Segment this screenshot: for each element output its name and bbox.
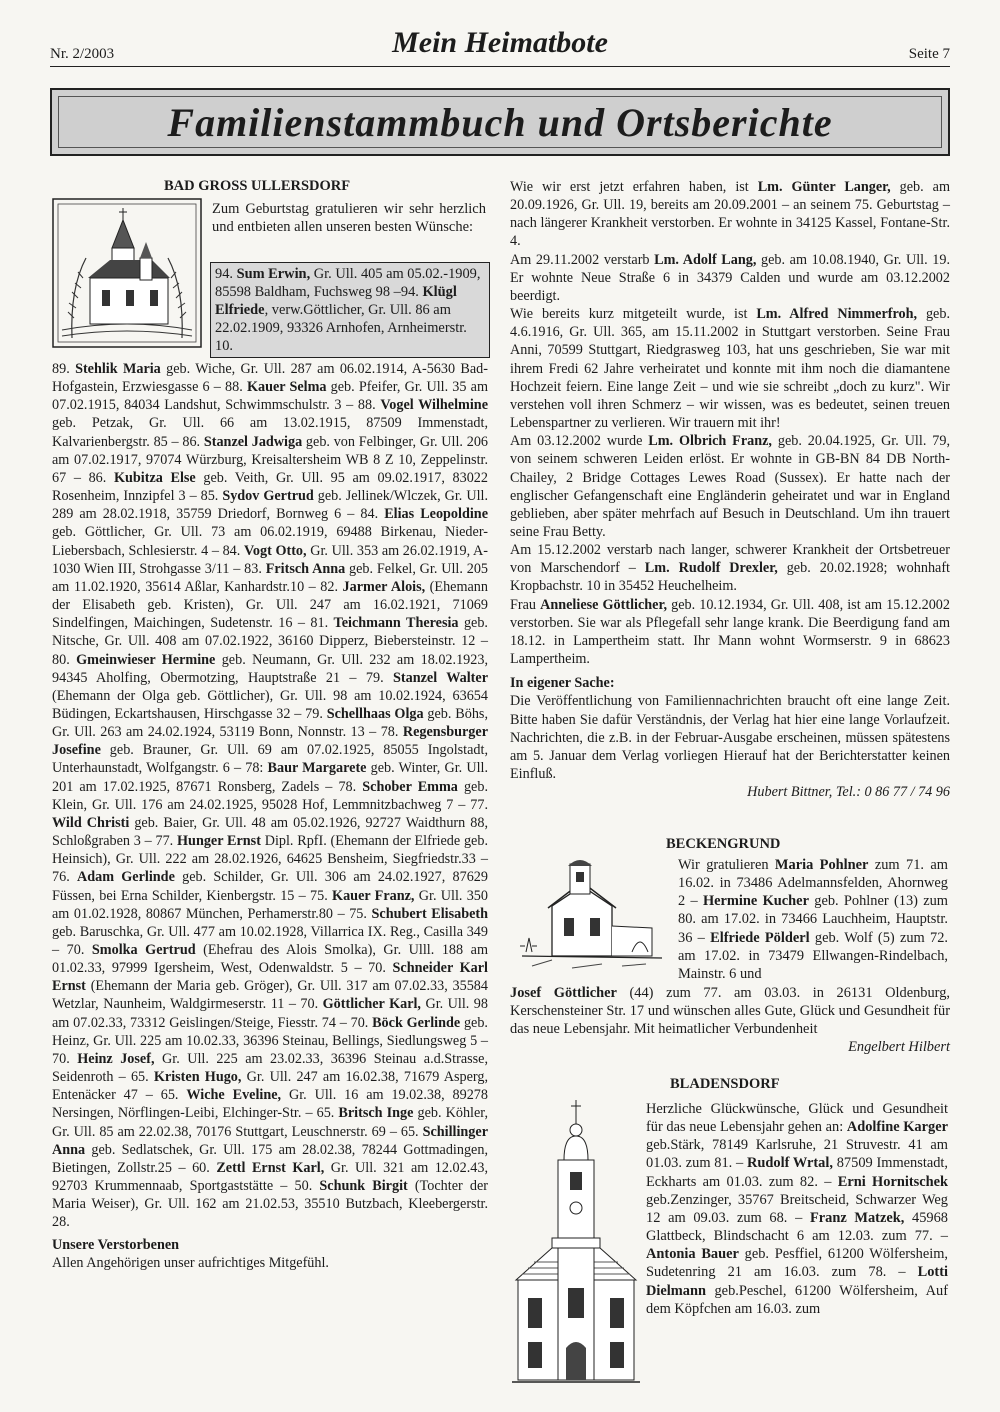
text-run: Herzliche Glückwünsche, Glück und Gesundheit für das neue Lebensjahr gehen an: bbox=[646, 1101, 948, 1136]
birthday-name: Hunger Ernst bbox=[177, 833, 261, 850]
text-run: 45968 Glattbeck, Blindschacht 6 am 12.03. zum 77. – bbox=[646, 1209, 948, 1245]
text-run: Am 15.12.2002 verstarb nach langer, schwerer Krankheit der Ortsbetreuer von Marschendorf – bbox=[510, 542, 950, 577]
obituary-entry bbox=[510, 305, 950, 432]
person-name: Maria Pohlner bbox=[774, 857, 869, 873]
entry-details: (Ehemann der Elisabeth geb. Kristen), Gr. Ull. 247 am 16.02.1921, 71069 Sindelfingen, Maichingen, Sudetenstr. 16 – 81. bbox=[52, 578, 488, 632]
birthday-name: Adam Gerlinde bbox=[76, 869, 175, 886]
entry-details: Gr. Ull. 225 am 23.02.33, 36396 Steinau a.d.Strasse, Seidenroth – 65. bbox=[52, 1050, 489, 1086]
birthday-name: Böck Gerlinde bbox=[372, 1014, 461, 1031]
text-run: geb. Pohlner (13) zum 80. am 17.02. in 73466 Lauchheim, Hauptstr. 36 – bbox=[678, 893, 948, 946]
person-name: Erni Hornitschek bbox=[837, 1173, 949, 1190]
birthday-name: Klügl Elfriede bbox=[215, 284, 457, 319]
entry-details: geb. Winter, Gr. Ull. 201 am 17.02.1925, 87671 Ronsberg, Zadels – 78. bbox=[52, 760, 488, 795]
birthday-name: Göttlicher Karl, bbox=[322, 996, 421, 1013]
entry-details: geb. Wiche, Gr. Ull. 287 am 06.02.1914, A-5630 Bad-Hofgastein, Erzwiesgasse 6 – 88. bbox=[52, 361, 488, 396]
birthday-name: Baur Margarete bbox=[267, 760, 367, 777]
entry-details: Gr. Ull. 16 am 19.02.38, 89278 Nersingen, Nörflingen-Leibi, Elchinger-Str. – 65. bbox=[52, 1087, 488, 1122]
entry-number: 94. bbox=[215, 266, 237, 282]
birthday-list bbox=[52, 360, 488, 1232]
text-run: geb.Zenzinger, 35767 Breitscheid, Schwarzer Weg 12 am 09.03. zum 68. – bbox=[646, 1191, 948, 1226]
entry-details: (Ehemann der Maria geb. Gröger), Gr. Ull. 317 am 07.02.33, 35584 Wetzlar, Naunheim, Waldgirmeserstr. 11 – 70. bbox=[52, 978, 488, 1013]
text-run: zum 71. am 16.02. in 73486 Adelmannsfelden, Ahornweg 2 – bbox=[678, 857, 948, 910]
entry-details: geb. Brauner, Gr. Ull. 69 am 07.02.1925, 85055 Ingolstadt, Unterhaunstadt, Wolfgangstr. 6 – 78: bbox=[52, 742, 488, 777]
birthday-name: Heinz Josef, bbox=[77, 1050, 155, 1067]
entry-details: Gr. Ull. 350 am 01.02.1928, 80867 München, Perhamerstr.80 – 75. bbox=[52, 887, 488, 922]
entry-details: geb. von Felbinger, Gr. Ull. 206 am 07.02.1917, 97074 Würzburg, Kreisaltersheim WB 8 Z 10, Zeppelinstr. 67 – 86. bbox=[52, 433, 489, 486]
person-name: Antonia Bauer bbox=[646, 1246, 739, 1263]
birthday-name: Schubert Elisabeth bbox=[371, 905, 488, 922]
beckengrund-text bbox=[678, 856, 948, 983]
entry-number: 94. bbox=[400, 284, 423, 301]
birthday-name: Kauer Franz, bbox=[332, 887, 415, 904]
person-name: Hermine Kucher bbox=[702, 893, 809, 910]
text-run: geb. Pesffiel, 61200 Wölfersheim, Sudetenring 21 am 16.03. zum 78. – bbox=[646, 1246, 949, 1281]
birthday-name: Jarmer Alois, bbox=[342, 578, 426, 595]
entry-details: Gr. Ull. 321 am 12.02.43, 92703 Krummennaab, Sportgaststätte – 50. bbox=[52, 1159, 488, 1195]
text-run: geb. 4.6.1916, Gr. Ull. 365, am 15.11.2002 in Stuttgart verstorben. Seine Frau Anni, 70599 Stuttgart, Riedgrasweg 103, hat uns geschrieben, Sie war mit ihrem Fredi 62 Jahre verheiratet und konnte mit ihm noch die diamantene Hochzeit feiern. Eine lange Zeit – und wie sie schreibt „doch zu kurz". Wir verstehen voll ihren Schmerz – wir wissen, was es bedeutet, seinen treuen Lebenspartner zu verlieren. Wir trauern mit ihr! bbox=[510, 306, 950, 432]
person-name: Elfriede Pölderl bbox=[710, 929, 810, 946]
person-name: Anneliese Göttlicher, bbox=[540, 596, 668, 613]
entry-details: Gr. Ull. 405 am 05.02.-1909, 85598 Baldham, Fuchsweg 98 – bbox=[215, 266, 481, 301]
birthday-intro: Zum Geburtstag gratulieren wir sehr herzlich und entbieten allen unseren besten Wünsche: bbox=[212, 201, 486, 236]
church-illustration bbox=[52, 198, 202, 348]
birthday-name: Kauer Selma bbox=[246, 379, 327, 396]
birthday-name: Gmeinwieser Hermine bbox=[76, 651, 216, 668]
entry-details: geb. Felkel, Gr. Ull. 205 am 11.02.1920, 35614 Aßlar, Kanhardstr.10 – 82. bbox=[52, 560, 489, 595]
birthday-name: Schober Emma bbox=[362, 778, 458, 795]
header-rule bbox=[50, 66, 950, 67]
entry-details: Gr. Ull. 353 am 26.02.1919, A-1030 Wien III, Strohgasse 3/11 – 83. bbox=[52, 542, 489, 577]
entry-number: 89. bbox=[52, 361, 76, 377]
text-run: (44) zum 77. am 03.03. in 26131 Oldenburg, Kerschensteiner Str. 17 und wünschen alles Gute, Glück und Gesundheit für das neue Lebensjahr. Mit heimatlicher Verbundenheit bbox=[510, 985, 950, 1038]
birthday-name: Kristen Hugo, bbox=[153, 1069, 242, 1086]
entry-details: geb. Baruschka, Gr. Ull. 477 am 10.02.1928, Villarrica IX. Reg., Casilla 349 – 70. bbox=[52, 923, 488, 958]
section-title-beckengrund: BECKENGRUND bbox=[666, 836, 781, 852]
birthday-name: Stehlik Maria bbox=[75, 361, 161, 377]
text-run: Am 29.11.2002 verstarb bbox=[510, 251, 655, 268]
obituary-entry bbox=[510, 596, 950, 669]
text-run: geb. am 20.09.1926, Gr. Ull. 19, bereits am 20.09.2001 – an seinem 75. Geburtstag – nach längerer Krankheit verstorben. Er wohnte in 34125 Kassel, Fontane-Str. 4. bbox=[510, 179, 950, 250]
birthday-name: Vogt Otto, bbox=[243, 542, 307, 559]
birthday-name: Elias Leopoldine bbox=[384, 506, 488, 523]
beckengrund-continued bbox=[510, 984, 950, 1057]
person-name: Rudolf Wrtal, bbox=[746, 1155, 833, 1172]
entry-details: geb. Göttlicher, Gr. Ull. 73 am 06.02.1919, 69488 Birkenau, Nieder-Liebersbach, Schlesierstr. 4 – 84. bbox=[52, 524, 488, 559]
birthday-name: Sydov Gertrud bbox=[222, 488, 314, 505]
entry-details: (Ehefrau des Alois Smolka), Gr. Ulll. 188 am 01.02.33, 97999 Igersheim, West, Odenwaldstr. 5 – 70. bbox=[52, 942, 488, 977]
deceased-text: Allen Angehörigen unser aufrichtiges Mitgefühl. bbox=[52, 1254, 329, 1271]
birthday-name: Zettl Ernst Karl, bbox=[216, 1159, 325, 1176]
birthday-name: Fritsch Anna bbox=[265, 560, 346, 577]
person-name: Lm. Rudolf Drexler, bbox=[644, 560, 778, 577]
person-name: Lm. Olbrich Franz, bbox=[648, 433, 772, 450]
page-number: Seite 7 bbox=[908, 46, 950, 62]
eigener-sache-signature: Hubert Bittner, Tel.: 0 86 77 / 74 96 bbox=[747, 784, 950, 801]
birthday-name: Schellhaas Olga bbox=[326, 705, 424, 722]
birthday-name: Vogel Wilhelmine bbox=[380, 397, 488, 414]
text-run: Wir gratulieren bbox=[678, 857, 775, 873]
entry-details: geb. Heinz, Gr. Ull. 225 am 10.02.33, 36396 Steinau, Bellings, Siedlungsweg 5 – 70. bbox=[52, 1014, 488, 1067]
birthday-name: Stanzel Jadwiga bbox=[203, 433, 303, 450]
text-run: geb. am 10.08.1940, Gr. Ull. 19. Er wohnte Neue Straße 6 in 34379 Calden und wurde am 03.12.2002 beerdigt. bbox=[510, 251, 950, 304]
person-name: Lm. Alfred Nimmerfroh, bbox=[756, 306, 918, 323]
entry-details: geb. Jellinek/Wlczek, Gr. Ull. 289 am 28.02.1918, 35759 Driedorf, Bornweg 6 – 84. bbox=[52, 488, 488, 523]
section-banner bbox=[50, 88, 950, 156]
person-name: Josef Göttlicher bbox=[510, 985, 617, 1001]
chapel-illustration bbox=[512, 856, 672, 978]
obituary-entry bbox=[510, 541, 950, 595]
entry-details: geb. Sedlatschek, Gr. Ull. 175 am 28.02.38, 78244 Gottmadingen, Bietingen, Zollstr.25 – 60. bbox=[52, 1141, 488, 1176]
entry-details: geb. Neumann, Gr. Ull. 232 am 18.02.1923, 94345 Aholfing, Obermotzing, Hauptstraße 21 – 79. bbox=[52, 651, 488, 686]
beckengrund-signature: Engelbert Hilbert bbox=[848, 1039, 950, 1056]
text-run: geb. Wolf (5) zum 72. am 17.02. in 73479 Ellwangen-Rindelbach, Mainstr. 6 und bbox=[678, 929, 948, 982]
bladensdorf-text bbox=[646, 1100, 948, 1318]
birthday-list-column bbox=[52, 360, 488, 1272]
birthday-name: Regensburger Josefine bbox=[52, 724, 488, 759]
person-name: Lotti Dielmann bbox=[646, 1264, 948, 1299]
entry-details: geb. Petzak, Gr. Ull. 66 am 13.02.1915, 87509 Immenstadt, Kalvarienbergstr. 85 – 86. bbox=[52, 415, 488, 450]
highlight-box bbox=[210, 262, 490, 358]
section-title-bladensdorf: BLADENSDORF bbox=[670, 1076, 780, 1092]
birthday-name: Smolka Gertrud bbox=[91, 942, 196, 958]
text-run: Wie wir erst jetzt erfahren haben, ist bbox=[510, 179, 758, 195]
section-title-bad-gross-ullersdorf: BAD GROSS ULLERSDORF bbox=[164, 178, 351, 194]
birthday-name: Teichmann Theresia bbox=[333, 615, 459, 632]
text-run: Wie bereits kurz mitgeteilt wurde, ist bbox=[510, 306, 757, 323]
entry-details: geb. Klein, Gr. Ull. 176 am 24.02.1925, 95028 Hof, Lemmnitzbachweg 7 – 77. bbox=[52, 778, 488, 813]
entry-details: , verw.Göttlicher, Gr. Ull. 86 am 22.02.1909, 93326 Arnhofen, Arnheimerstr. 10. bbox=[215, 302, 467, 355]
entry-details: geb. Böhs, Gr. Ull. 263 am 24.02.1924, 53119 Bonn, Nonnstr. 13 – 78. bbox=[52, 705, 488, 741]
birthday-name: Schneider Karl Ernst bbox=[52, 960, 488, 995]
entry-details: geb. Schilder, Gr. Ull. 306 am 24.02.1927, 87629 Füssen, bei Erna Schilder, Kienbergstr. 15 – 75. bbox=[52, 869, 488, 904]
eigener-sache-text: Die Veröffentlichung von Familiennachrichten braucht oft eine lange Zeit. Bitte haben Sie dafür Verständnis, der Verlag hat hier eine lange Vorlaufzeit. Nachrichten, die z.B. in der Februar-Ausgabe erscheinen, müssen spätestens am 5. Januar dem Verlag vorliegen Hierauf hat der Berichterstatter keinen Einfluß. bbox=[510, 693, 950, 782]
entry-details: geb. Nitsche, Gr. Ull. 408 am 07.02.1922, 36160 Dipperz, Biebersteinstr. 12 – 80. bbox=[52, 615, 488, 668]
obituary-entry bbox=[510, 178, 950, 251]
entry-details: geb. Köhler, Gr. Ull. 85 am 22.02.38, 70176 Stuttgart, Leuschnerstr. 69 – 65. bbox=[52, 1105, 488, 1140]
obituary-list bbox=[510, 178, 950, 668]
eigener-sache-heading: In eigener Sache: bbox=[510, 675, 615, 692]
masthead-logo: Mein Heimatbote bbox=[392, 26, 608, 59]
obituary-entry bbox=[510, 432, 950, 541]
entry-details: geb. Pfeifer, Gr. Ull. 35 am 07.02.1915, 84034 Landshut, Schwimmschulstr. 3 – 88. bbox=[52, 379, 488, 414]
birthday-name: Wiche Eveline, bbox=[186, 1087, 282, 1104]
text-run: 87509 Immenstadt, Eckharts am 01.03. zum 82. – bbox=[646, 1155, 949, 1190]
birthday-name: Wild Christi bbox=[52, 814, 130, 831]
obituary-entry bbox=[510, 251, 950, 305]
birthday-name: Kubitza Else bbox=[113, 469, 196, 486]
birthday-name: Sum Erwin, bbox=[236, 266, 311, 282]
church-tower-illustration bbox=[512, 1098, 640, 1388]
birthday-name: Schunk Birgit bbox=[319, 1178, 408, 1195]
entry-details: geb. Baier, Gr. Ull. 48 am 05.02.1926, 92727 Waidthurn 88, Schloßgraben 3 – 77. bbox=[52, 814, 488, 850]
text-run: geb. 10.12.1934, Gr. Ull. 408, ist am 15.12.2002 verstorben. Sie war als Pflegefall sehr lange krank. Die Beerdigung fand am 18.12. in Lampertheim statt. Ihr Mann wohnt Wormserstr. 9 in 68623 Lampertheim. bbox=[510, 596, 950, 668]
entry-details: (Tochter der Maria Weiser), Gr. Ull. 162 am 21.02.53, 35510 Butzbach, Kleebergerstr. 28. bbox=[52, 1178, 488, 1231]
text-run: Frau bbox=[510, 596, 541, 613]
person-name: Lm. Günter Langer, bbox=[757, 179, 891, 195]
birthday-name: Stanzel Walter bbox=[393, 669, 489, 686]
text-run: geb. 20.04.1925, Gr. Ull. 79, von seinem schweren Leiden erlöst. Er wohnte in GB-BN 84 DB North-Chailey, 2 Bridge Cottages Lewes Road (Sussex). Er hatte nach der englischer Gefangenschaft eine Engländerin geheiratet und war in England geblieben, aber später mehrfach auf Besuch in Deutschland. Um ihn trauert seine Frau Betty. bbox=[510, 433, 950, 540]
issue-number: Nr. 2/2003 bbox=[50, 46, 115, 62]
text-run: geb. 20.02.1928; wohnhaft Kropbachstr. 10 in 35452 Heuchelheim. bbox=[510, 560, 951, 595]
entry-details: Gr. Ull. 247 am 16.02.38, 71679 Asperg, Entenäcker 47 – 65. bbox=[52, 1069, 488, 1104]
birthday-name: Britsch Inge bbox=[338, 1105, 414, 1122]
entry-details: geb. Veith, Gr. Ull. 95 am 09.02.1917, 83022 Rosenheim, Innzipfel 3 – 85. bbox=[52, 469, 488, 505]
person-name: Adolfine Karger bbox=[846, 1119, 948, 1136]
text-run: geb.Peschel, 61200 Wölfersheim, Auf dem Köpfchen am 16.03. zum bbox=[646, 1282, 948, 1317]
banner-title: Familienstammbuch und Ortsberichte bbox=[58, 96, 942, 148]
birthday-name: Schillinger Anna bbox=[52, 1123, 488, 1158]
entry-details: (Ehemann der Olga geb. Göttlicher), Gr. Ull. 98 am 10.02.1924, 63654 Büdingen, Eckartshausen, Hirschgasse 32 – 79. bbox=[52, 687, 488, 722]
text-run: Am 03.12.2002 wurde bbox=[510, 433, 649, 450]
person-name: Lm. Adolf Lang, bbox=[654, 251, 757, 268]
person-name: Franz Matzek, bbox=[809, 1209, 905, 1226]
deceased-heading: Unsere Verstorbenen bbox=[52, 1236, 180, 1253]
obituary-column bbox=[510, 178, 950, 801]
entry-details: Gr. Ull. 98 am 07.02.33, 73312 Geislingen/Steige, Fiesstr. 74 – 70. bbox=[52, 996, 488, 1031]
entry-details: Dipl. RpfI. (Ehemann der Elfriede geb. Heinsich), Gr. Ull. 222 am 28.02.1926, 64625 Bensheim, Siegfriedstr.33 – 76. bbox=[52, 833, 488, 886]
text-run: geb.Stärk, 78149 Karlsruhe, 21 Struvestr. 41 am 01.03. zum 81. – bbox=[646, 1137, 948, 1172]
